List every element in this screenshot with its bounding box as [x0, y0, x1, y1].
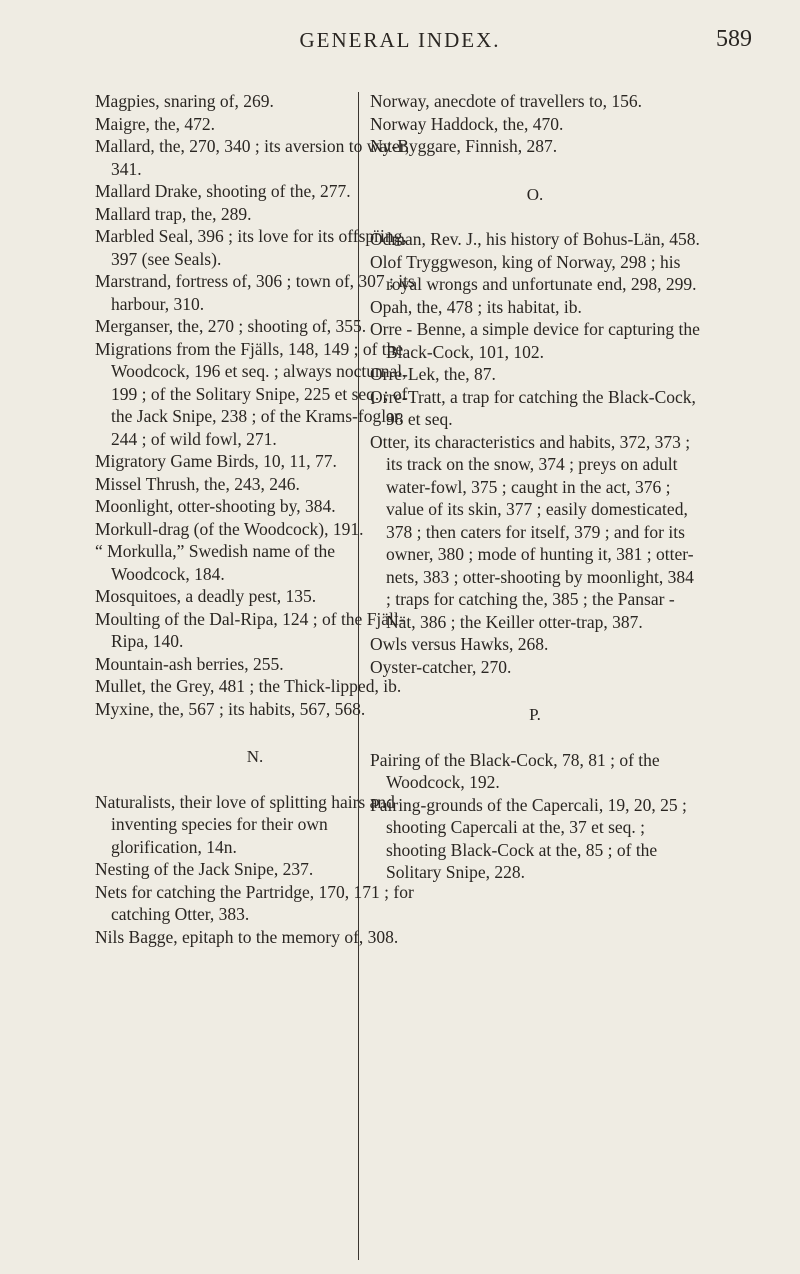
index-entry: Nesting of the Jack Snipe, 237. [95, 859, 314, 879]
index-entry: Opah, the, 478 ; its habitat, ib. [370, 296, 582, 317]
index-entry: Merganser, the, 270 ; shooting of, 355. [95, 316, 367, 336]
index-entry: Migratory Game Birds, 10, 11, 77. [95, 451, 337, 471]
index-entry: Morkull-drag (of the Woodcock), 191. [95, 518, 364, 539]
index-entry: Naturalists, their love of splitting hairs and inventing species for their own glorification, 14n. [95, 791, 395, 857]
index-entry: Mullet, the Grey, 481 ; the Thick-lipped, ib. [95, 676, 402, 696]
index-entry: Norway, anecdote of travellers to, 156. [370, 91, 642, 111]
index-entry: Migrations from the Fjälls, 148, 149 ; of the Woodcock, 196 et seq. ; always nocturnal, 199 ; of the Solitary Snipe, 225 et seq. ; of the Jack Snipe, 238 ; of the Krams-foglar, 244 ; of wild fowl, 271. [95, 338, 408, 449]
section-letter-p: P. [529, 705, 541, 724]
index-entry: Marbled Seal, 396 ; its love for its offspring, 397 (see Seals). [95, 226, 407, 269]
index-entry: Mallard trap, the, 289. [95, 203, 252, 224]
index-entry: Myxine, the, 567 ; its habits, 567, 568. [95, 698, 366, 719]
index-entry: “ Morkulla,” Swedish name of the Woodcock, 184. [95, 541, 336, 584]
index-entry: Nets for catching the Partridge, 170, 171 ; for catching Otter, 383. [95, 881, 414, 924]
index-entry: Mallard, the, 270, 340 ; its aversion to water, 341. [95, 136, 410, 179]
section-letter-n: N. [246, 747, 264, 766]
left-column [95, 90, 415, 948]
index-entry: Ny-Byggare, Finnish, 287. [370, 136, 558, 156]
index-entry: Marstrand, fortress of, 306 ; town of, 307 ; its harbour, 310. [95, 271, 415, 314]
right-column [370, 90, 700, 884]
index-entry: Orre - Benne, a simple device for capturing the Black-Cock, 101, 102. [370, 319, 700, 362]
index-entry: Pairing-grounds of the Capercali, 19, 20, 25 ; shooting Capercali at the, 37 et seq. ; shooting Black-Cock at the, 85 ; of the Solitary Snipe, 228. [370, 794, 687, 882]
running-title: GENERAL INDEX. [299, 28, 501, 52]
index-entry: Mallard Drake, shooting of the, 277. [95, 181, 351, 201]
section-letter-o: O. [526, 184, 544, 204]
index-entry: Orre-Lek, the, 87. [370, 364, 496, 384]
index-entry: Orre-Tratt, a trap for catching the Black-Cock, 98 et seq. [370, 386, 696, 429]
index-entry: Owls versus Hawks, 268. [370, 634, 549, 654]
index-entry: Oyster-catcher, 270. [370, 656, 512, 677]
index-entry: Moonlight, otter-shooting by, 384. [95, 496, 336, 516]
page-header [0, 22, 800, 62]
index-entry: Nils Bagge, epitaph to the memory of, 308. [95, 926, 399, 947]
page-number: 589 [716, 26, 752, 52]
index-entry: Missel Thrush, the, 243, 246. [95, 473, 300, 494]
index-entry: Magpies, snaring of, 269. [95, 91, 274, 111]
index-entry: Olof Tryggweson, king of Norway, 298 ; his royal wrongs and unfortunate end, 298, 299. [370, 251, 697, 294]
index-entry: Ödman, Rev. J., his history of Bohus-Län, 458. [370, 229, 700, 249]
index-entry: Mountain-ash berries, 255. [95, 653, 284, 674]
index-entry: Mosquitoes, a deadly pest, 135. [95, 586, 317, 606]
index-entry: Pairing of the Black-Cock, 78, 81 ; of the Woodcock, 192. [370, 749, 660, 792]
index-entry: Norway Haddock, the, 470. [370, 113, 564, 134]
index-entry: Maigre, the, 472. [95, 113, 216, 134]
index-entry: Moulting of the Dal-Ripa, 124 ; of the Fjäll-Ripa, 140. [95, 608, 405, 651]
index-entry: Otter, its characteristics and habits, 372, 373 ; its track on the snow, 374 ; preys on adult water-fowl, 375 ; caught in the act, 376 ; value of its skin, 377 ; easily domesticated, 378 ; then caters for itself, 379 ; and for its owner, 380 ; mode of hunting it, 381 ; otter-nets, 383 ; otter-shooting by moonlight, 384 ; traps for catching the, 385 ; the Pansar - Nät, 386 ; the Keiller otter-trap, 387. [370, 431, 694, 632]
